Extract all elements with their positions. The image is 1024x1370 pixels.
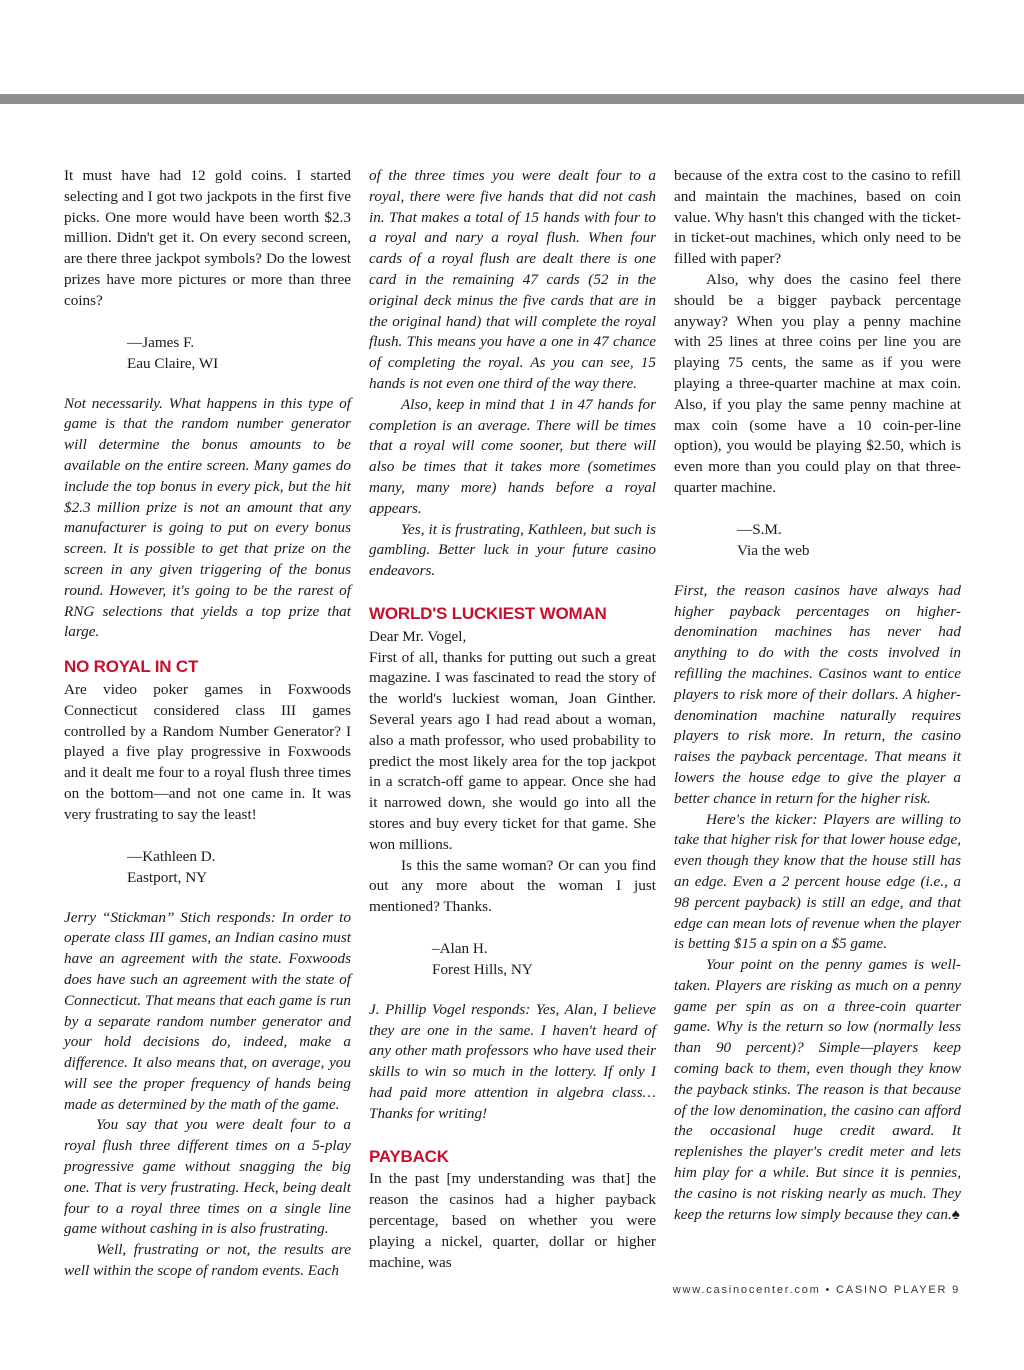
letter-text: It must have had 12 gold coins. I started selecting and I got two jackpots in the first five picks. One more would have been worth $2.3 million. Didn't get it. On every second screen, are there three jackpot symbols? Do the lowest prizes have more pictures or more than three coins? (64, 167, 351, 309)
signature-name: —S.M. (737, 520, 782, 538)
top-rule (0, 94, 1024, 104)
reply-text: Not necessarily. What happens in this type of game is that the random number generator will determine the bonus amounts to be available on the entire screen. Many games do include the top bonus in every pick, but the hit $2.3 million prize is not an amount that any manufacturer is going to put on every bonus screen. It is possible to get that prize on the screen in any given triggering of the bonus round. However, it's going to be the rarest of RNG selections that yields a top prize that large. (64, 394, 351, 641)
signature-place: Via the web (737, 541, 810, 559)
letter-text: Are video poker games in Foxwoods Connecticut considered class III games controlled by a Random Number Generator? I played a five play progressive in Foxwoods and it dealt me four to a royal flush three times on the bottom—and not one came in. It was very frustrating to say the least! (64, 680, 351, 823)
signature (127, 332, 351, 374)
reply-text-body: Your point on the penny games is well-taken. Players are risking as much on a penny game per spin as on a three-coin quarter game. Why is the return so low (normally less than 90 percent)? Simple—players keep coming back to them, even though they know the payback stinks. The reason is that because of the low denomination, the casino can afford the occasional huge credit award. It replenishes the player's credit meter and lets him play for a while. But since it is pennies, the casino is not risking nearly as much. They keep the returns low simply because they can. (674, 956, 961, 1223)
letter-text: Is this the same woman? Or can you find out any more about the woman I just mentioned? Thanks. (369, 856, 656, 916)
reply-text: of the three times you were dealt four to a royal, there were five hands that did not cash in. That makes a total of 15 hands with four to a royal and nary a royal flush. When four cards of a royal flush are dealt there is one card in the remaining 47 cards (52 in the original deck minus the five cards that are in the original hand) that will complete the royal flush. This means you have a one in 47 chance of completing the royal. As you can see, 15 hands is not even one third of the way there. (369, 167, 656, 392)
signature (737, 519, 961, 561)
section-heading: WORLD'S LUCKIEST WOMAN (369, 603, 607, 623)
signature-name: —Kathleen D. (127, 847, 216, 865)
reply-text: J. Phillip Vogel responds: Yes, Alan, I believe they are one in the same. I haven't heard of any other math professors who have used their skills to win so much in the lottery. If only I had paid more attention in algebra class… Thanks for writing! (369, 1000, 656, 1122)
page-footer: www.casinocenter.com • CASINO PLAYER 9 (672, 1284, 960, 1296)
reply-text: You say that you were dealt four to a royal flush three different times on a 5-play progressive game without snagging the big one. That is very frustrating. Heck, being dealt four to a royal three times on a single line game without cashing in is also frustrating. (64, 1116, 351, 1238)
signature-name: –Alan H. (432, 939, 488, 957)
reply-text: Here's the kicker: Players are willing to take that higher risk for that lower house edge, even though they know that the house still has an edge. Even a 2 percent house edge (i.e., a 98 percent payback) is still an edge, and that edge can mean lots of revenue when the player is betting $15 a spin on a $5 game. (674, 810, 961, 953)
salutation: Dear Mr. Vogel, (369, 627, 467, 645)
reply-text: Also, keep in mind that 1 in 47 hands for completion is an average. There will be times that a royal will come sooner, but there will also be times that it takes more (sometimes many, many more) hands before a royal appears. (369, 395, 656, 517)
reply-text: Well, frustrating or not, the results are well within the scope of random events. Each (64, 1241, 351, 1280)
reply-text: First, the reason casinos have always had higher payback percentages on higher-denomination machines has never had anything to do with the costs involved in refilling the machines. Casinos want to entice players to risk more of their dollars. A higher-denomination machine naturally requires players to risk more. In return, the casino raises the payback percentage. That means it lowers the house edge to give the player a better chance in return for the higher risk. (674, 581, 961, 807)
reply-text (674, 955, 961, 1225)
letter-text: because of the extra cost to the casino to refill and maintain the machines, based on coin value. Why hasn't this changed with the ticket-in ticket-out machines, which only need to be filled with paper? (674, 167, 961, 268)
section-heading: PAYBACK (369, 1146, 449, 1166)
column-1 (64, 166, 351, 1282)
section-heading: NO ROYAL IN CT (64, 657, 199, 677)
letter-text: Also, why does the casino feel there should be a bigger payback percentage anyway? When you play a penny machine with 25 lines at three coins per line you are playing 75 cents, the same as if you were playing a three-quarter machine at max coin. Also, if you play the same penny machine at max coin (some have a 10 coin-per-line option), you would be playing $2.50, which is even more than you could play on that three-quarter machine. (674, 270, 961, 496)
signature (127, 846, 351, 888)
signature (432, 938, 656, 980)
column-3 (674, 166, 961, 1225)
reply-text: Yes, it is frustrating, Kathleen, but such is gambling. Better luck in your future casino endeavors. (369, 520, 656, 580)
reply-text: Jerry “Stickman” Stich responds: In order to operate class III games, an Indian casino must have an agreement with the state. Foxwoods does have such an agreement with the state of Connecticut. That means that each game is run by a separate random number generator and your hold decisions do, indeed, make a difference. It also means that, on average, you will see the proper frequency of hands being made as determined by the math of the game. (64, 908, 351, 1113)
signature-place: Eastport, NY (127, 868, 208, 886)
letter-text: First of all, thanks for putting out such a great magazine. I was fascinated to read the story of the world's luckiest woman, Joan Ginther. Several years ago I had read about a woman, also a math professor, who used probability to predict the most likely area for the top jackpot in a scratch-off game to appear. Once she had it narrowed down, she would go into all the stores and buy every ticket for that game. She won millions. (369, 648, 656, 853)
spade-end-mark: ♠ (951, 1205, 960, 1223)
signature-place: Forest Hills, NY (432, 960, 533, 978)
signature-name: —James F. (127, 333, 195, 351)
column-2 (369, 166, 656, 1273)
signature-place: Eau Claire, WI (127, 354, 219, 372)
letter-text: In the past [my understanding was that] the reason the casinos had a higher payback percentage, based on whether you were playing a nickel, quarter, dollar or higher machine, was (369, 1170, 656, 1271)
